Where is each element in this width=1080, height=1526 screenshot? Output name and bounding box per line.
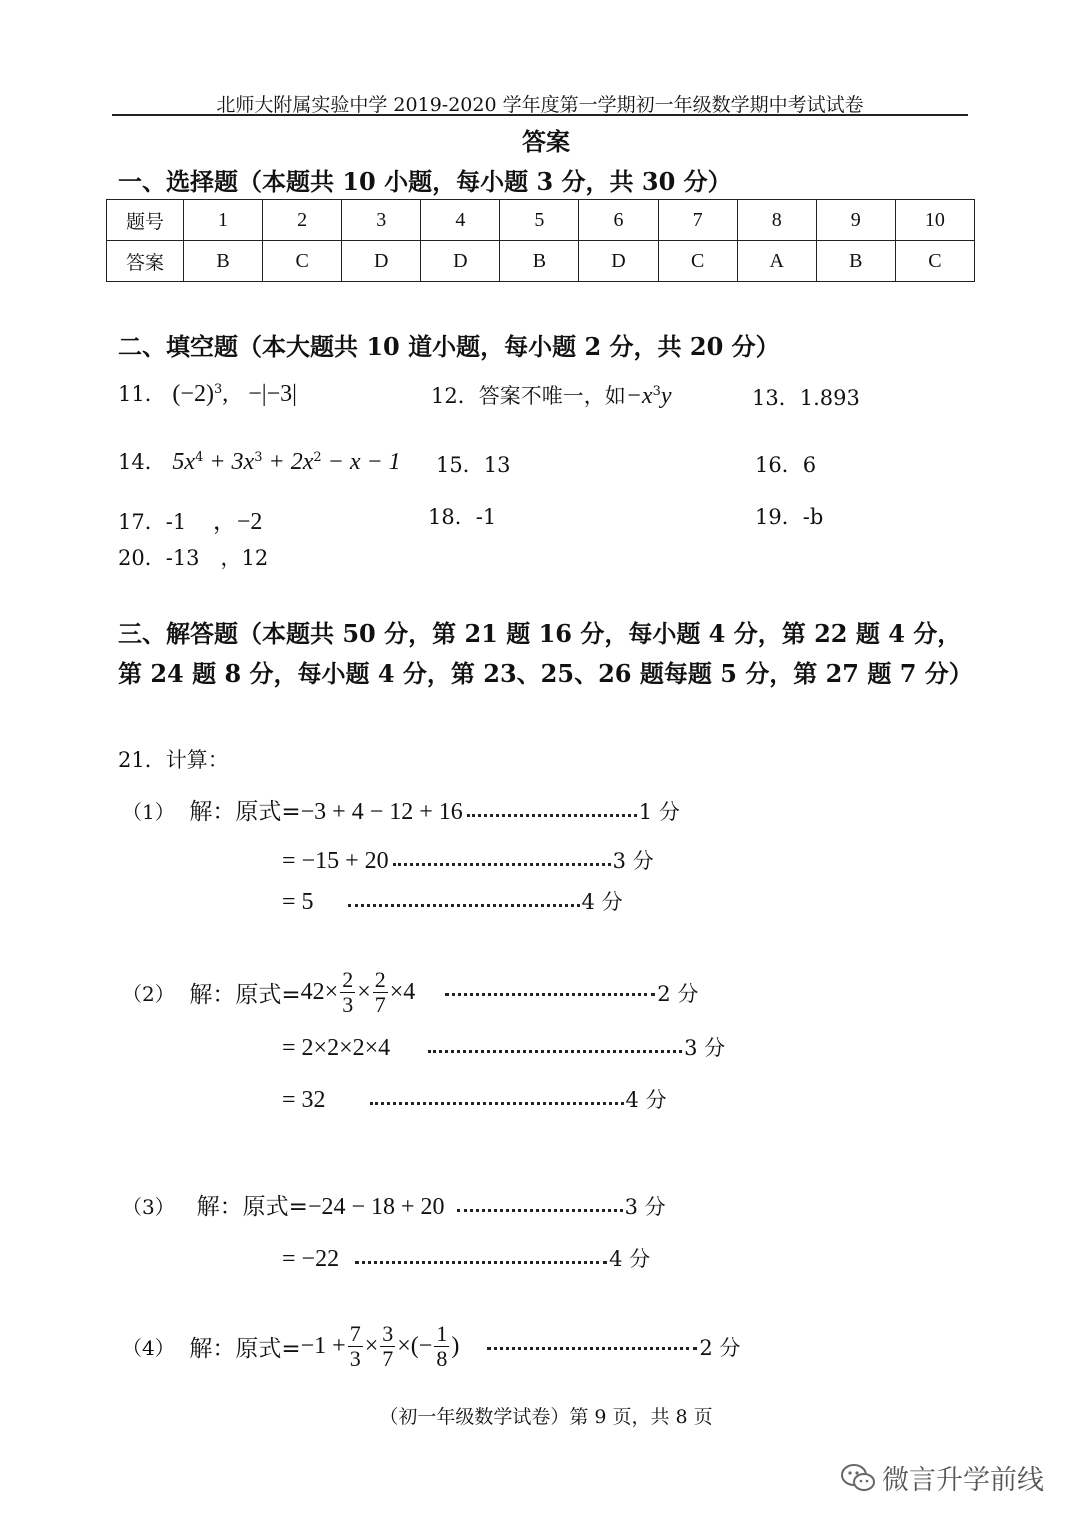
fraction [340, 968, 355, 1017]
part4-lead: −1 + [300, 1333, 346, 1359]
answer-cell: D [579, 241, 658, 282]
answer-12-expr-b: y [660, 383, 672, 409]
answer-14-term2: + 3x [203, 449, 255, 475]
answer-18: 18．-1 [428, 505, 497, 529]
answer-14-term1: 5x [172, 449, 196, 475]
question-number: 5 [500, 200, 579, 241]
part1-score3: 4 分 [581, 890, 623, 914]
watermark-text: 微言升学前线 [882, 1465, 1044, 1496]
section2-title: 二、填空题（本大题共 10 道小题，每小题 2 分，共 20 分） [118, 332, 780, 361]
part2-line1 [122, 968, 698, 1017]
fraction-denominator: 3 [342, 992, 354, 1017]
table-row-answers [107, 241, 975, 282]
part2-lead: 42× [300, 979, 339, 1005]
part3-line1 [122, 1188, 666, 1221]
answer-cell: A [737, 241, 816, 282]
fraction-denominator: 7 [382, 1346, 394, 1371]
fraction-numerator: 3 [382, 1321, 394, 1346]
part4-mid: ×(− [397, 1333, 433, 1359]
answer-cell: B [500, 241, 579, 282]
part4-label: （4） [122, 1336, 175, 1360]
part3-step2: = −22 [282, 1246, 340, 1272]
part1-step3: = 5 [282, 889, 314, 915]
dotted-leader [393, 863, 611, 866]
part4-score1: 2 分 [699, 1335, 741, 1360]
answer-14-term4: − x − 1 [321, 449, 401, 475]
dotted-leader [467, 814, 637, 817]
part1-line1 [122, 793, 680, 826]
answer-cell: B [184, 241, 263, 282]
answer-11-exponent: 3 [213, 382, 223, 397]
dotted-leader [370, 1102, 624, 1105]
answer-12-exponent: 3 [652, 384, 661, 399]
part3-label: （3） [122, 1195, 175, 1219]
watermark [840, 1458, 1044, 1497]
answer-11-label: 11． [118, 382, 166, 406]
part2-tail: ×4 [389, 979, 416, 1005]
answer-16: 16．6 [755, 453, 817, 477]
part2-label: （2） [122, 982, 175, 1006]
part4-times: × [364, 1333, 379, 1359]
part3-score2: 4 分 [609, 1247, 651, 1271]
part2-score1: 2 分 [657, 981, 699, 1006]
fraction-denominator: 8 [436, 1346, 448, 1371]
choice-answer-table [106, 199, 975, 282]
answer-cell: C [658, 241, 737, 282]
answer-11-expr1: (−2) [172, 381, 214, 407]
dotted-leader [457, 1209, 623, 1212]
fraction [348, 1322, 363, 1371]
answer-19: 19．-b [755, 505, 824, 529]
question-number: 3 [342, 200, 421, 241]
fraction-numerator: 2 [374, 967, 386, 992]
part4-close: ) [451, 1333, 460, 1359]
answer-cell: C [263, 241, 342, 282]
dotted-leader [445, 993, 655, 996]
dotted-leader [348, 904, 580, 907]
part1-line2 [282, 845, 654, 875]
part3-intro: 解：原式= [196, 1194, 308, 1220]
part1-step2: = −15 + 20 [282, 848, 389, 874]
fraction-denominator: 3 [349, 1346, 361, 1371]
answer-20: 20．-13 ，12 [118, 546, 269, 570]
question-number: 9 [816, 200, 895, 241]
part2-step3: = 32 [282, 1087, 326, 1113]
question-number: 8 [737, 200, 816, 241]
question-number: 1 [184, 200, 263, 241]
dotted-leader [428, 1050, 682, 1053]
table-row-numbers [107, 200, 975, 241]
part2-score2: 3 分 [684, 1036, 726, 1060]
question-number: 7 [658, 200, 737, 241]
part4-line1 [122, 1322, 740, 1371]
question-number: 10 [895, 200, 974, 241]
answer-14 [118, 446, 401, 476]
answer-cell: D [342, 241, 421, 282]
part2-line3 [282, 1084, 667, 1114]
page-header-title: 北师大附属实验中学 2019-2020 学年度第一学期初一年级数学期中考试试卷 [216, 94, 864, 116]
section3-title: 三、解答题（本题共 50 分，第 21 题 16 分，每小题 4 分，第 22 题 4 分，第 24 题 8 分，每小题 4 分，第 23、25、26 题每题 5 分，第 27 题 7 分） [118, 619, 973, 688]
part1-score1: 1 分 [638, 800, 680, 824]
answer-12 [431, 380, 672, 410]
answer-17 [118, 501, 262, 536]
question-21-label: 21．计算： [118, 748, 229, 772]
part1-score2: 3 分 [612, 849, 654, 873]
part3-score1: 3 分 [624, 1195, 666, 1219]
section1-title: 一、选择题（本题共 10 小题，每小题 3 分，共 30 分） [118, 167, 732, 196]
answer-14-term3: + 2x [262, 449, 314, 475]
answer-14-exp1: 4 [195, 450, 204, 465]
dotted-leader [487, 1347, 697, 1350]
answer-heading: 答案 [522, 127, 570, 156]
answer-17-second: ，−2 [212, 509, 263, 535]
fraction-numerator: 1 [436, 1321, 448, 1346]
question-number: 2 [263, 200, 342, 241]
part1-label: （1） [122, 800, 175, 824]
answer-17-first: 17．-1 [118, 510, 187, 534]
part2-step2: = 2×2×2×4 [282, 1035, 391, 1061]
answer-12-expr-a: −x [625, 383, 653, 409]
fraction-numerator: 7 [349, 1321, 361, 1346]
part2-line2 [282, 1032, 725, 1062]
answer-11 [118, 378, 297, 408]
answer-11-separator: , [222, 381, 229, 407]
part1-step1: −3 + 4 − 12 + 16 [300, 799, 463, 825]
answer-cell: C [895, 241, 974, 282]
answer-cell: B [816, 241, 895, 282]
fraction [380, 1322, 395, 1371]
fraction [434, 1322, 449, 1371]
fraction-denominator: 7 [374, 992, 386, 1017]
answer-13: 13．1.893 [752, 386, 860, 410]
header-divider [112, 114, 968, 116]
part1-line3 [282, 886, 623, 916]
fraction-numerator: 2 [342, 967, 354, 992]
answer-cell: D [421, 241, 500, 282]
part2-times: × [357, 979, 371, 1005]
answer-14-label: 14． [118, 450, 166, 474]
row-header-question: 题号 [107, 200, 184, 241]
part4-intro: 解：原式= [189, 1336, 301, 1362]
page-footer: （初一年级数学试卷）第 9 页，共 8 页 [379, 1406, 713, 1428]
answer-12-label: 12．答案不唯一，如 [431, 384, 626, 408]
fraction [373, 968, 388, 1017]
row-header-answer: 答案 [107, 241, 184, 282]
answer-11-expr2: −|−3| [248, 381, 297, 407]
part1-intro: 解：原式= [189, 799, 301, 825]
question-number: 6 [579, 200, 658, 241]
answer-15: 15．13 [436, 453, 511, 477]
part3-step1: −24 − 18 + 20 [307, 1194, 445, 1220]
answer-14-exp3: 2 [313, 450, 322, 465]
wechat-icon [840, 1463, 876, 1493]
dotted-leader [355, 1261, 607, 1264]
part3-line2 [282, 1243, 650, 1273]
part2-score3: 4 分 [625, 1088, 667, 1112]
answer-14-exp2: 3 [254, 450, 263, 465]
question-number: 4 [421, 200, 500, 241]
part2-intro: 解：原式= [189, 982, 301, 1008]
